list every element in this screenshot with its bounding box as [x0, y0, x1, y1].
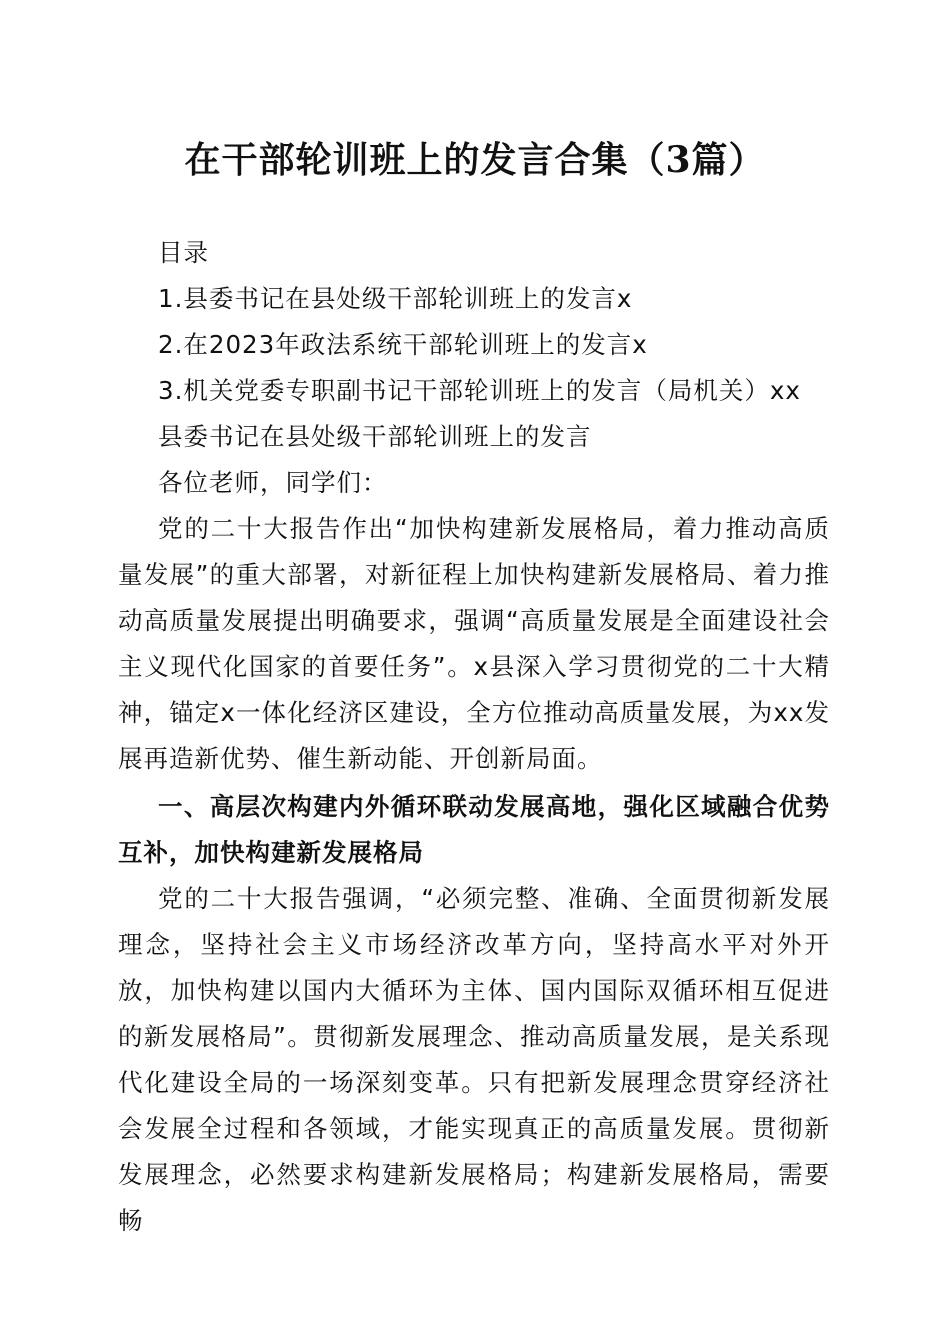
paragraph-2: 党的二十大报告强调，“必须完整、准确、全面贯彻新发展理念，坚持社会主义市场经济改革方向，坚持高水平对外开放，加快构建以国内大循环为主体、国内国际双循环相互促进的新发展格局”。贯彻新发展理念、推动高质量发展，是关系现代化建设全局的一场深刻变革。只有把新发展理念贯穿经济社会发展全过程和各领域，才能实现真正的高质量发展。贯彻新发展理念，必然要求构建新发展格局；构建新发展格局，需要畅 — [118, 884, 830, 1235]
paragraph-1: 党的二十大报告作出“加快构建新发展格局，着力推动高质量发展”的重大部署，对新征程上加快构建新发展格局、着力推动高质量发展提出明确要求，强调“高质量发展是全面建设社会主义现代化国家的首要任务”。x县深入学习贯彻党的二十大精神，锚定x一体化经济区建设，全方位推动高质量发展，为xx发展再造新优势、催生新动能、开创新局面。 — [118, 514, 830, 773]
document-title: 在干部轮训班上的发言合集（3篇） — [184, 139, 766, 181]
toc-item-2: 2.在2023年政法系统干部轮训班上的发言x — [158, 330, 648, 359]
salutation: 各位老师，同学们： — [158, 468, 388, 497]
section-heading-1: 一、高层次构建内外循环联动发展高地，强化区域融合优势互补，加快构建新发展格局 — [118, 792, 830, 867]
toc-label: 目录 — [158, 238, 209, 267]
speech-title: 县委书记在县处级干部轮训班上的发言 — [158, 422, 592, 451]
document-body — [118, 230, 830, 1244]
toc-item-1: 1.县委书记在县处级干部轮训班上的发言x — [158, 284, 633, 313]
toc-item-3: 3.机关党委专职副书记干部轮训班上的发言（局机关）xx — [158, 376, 801, 405]
